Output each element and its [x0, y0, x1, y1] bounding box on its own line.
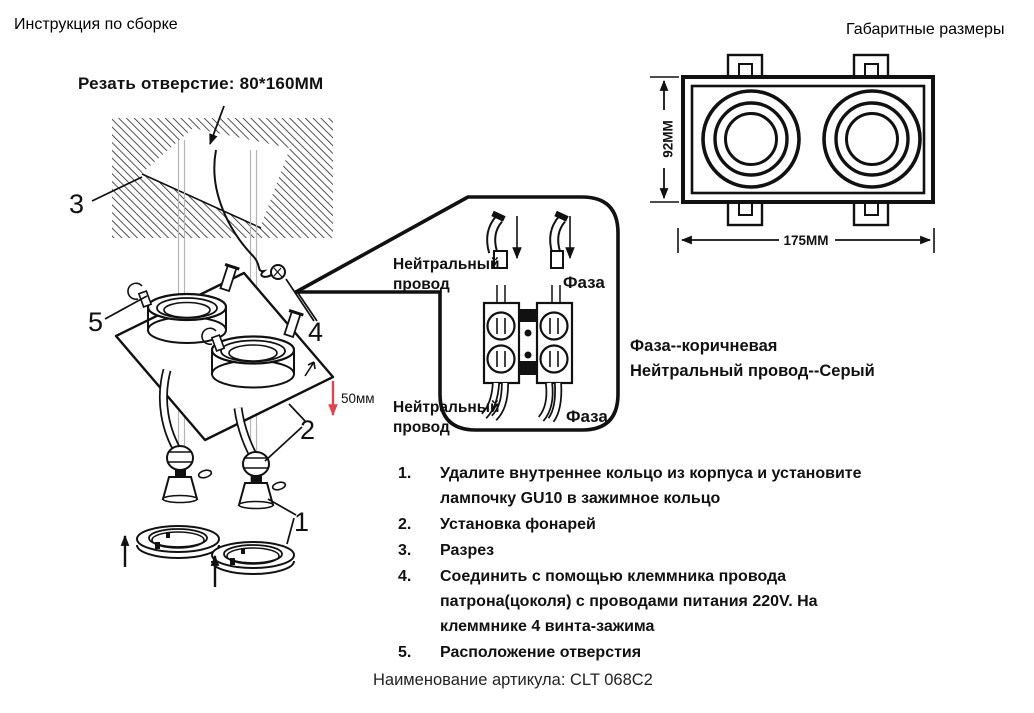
dimensions-title: Габаритные размеры — [846, 21, 1005, 38]
item-number: 4. — [398, 568, 412, 585]
instruction-item-1 — [398, 461, 903, 511]
instruction-item-3 — [398, 538, 903, 563]
callout-4: 4 — [308, 317, 324, 347]
trim-ring-left — [137, 526, 219, 558]
label-neutral-top-line1: Нейтральный — [393, 256, 500, 273]
item-text: Расположение отверстия — [440, 644, 642, 661]
label-neutral-bottom-line2: провод — [393, 419, 450, 436]
instruction-item-4 — [398, 564, 903, 639]
gu10-bulb-left — [163, 469, 212, 503]
legend-neutral: Нейтральный провод--Серый — [630, 362, 875, 380]
item-text: Установка фонарей — [440, 516, 596, 533]
item-number: 5. — [398, 644, 412, 661]
dimension-drawing-svg — [640, 45, 1034, 260]
item-number: 1. — [398, 465, 412, 482]
callout-3: 3 — [69, 189, 85, 219]
wiring-callout-svg — [290, 183, 640, 448]
instructions-list — [398, 461, 903, 666]
label-phase-top: Фаза — [563, 273, 605, 292]
item-number: 2. — [398, 516, 412, 533]
instruction-item-2 — [398, 512, 903, 537]
trim-ring-right — [212, 542, 294, 574]
width-dim-label: 175MM — [783, 233, 829, 248]
label-neutral-top-line2: провод — [393, 276, 450, 293]
callout-1: 1 — [294, 507, 310, 537]
footer-article: Наименование артикула: CLT 068C2 — [373, 671, 653, 689]
item-text: Разрез — [440, 542, 495, 559]
legend-phase: Фаза--коричневая — [630, 337, 778, 355]
label-neutral-bottom-line1: Нейтральный — [393, 399, 500, 416]
item-text: Удалите внутреннее кольцо из корпуса и установите лампочку GU10 в зажимное кольцо — [440, 465, 862, 507]
item-number: 3. — [398, 542, 412, 559]
item-text: Соединить с помощью клеммника провода патрона(цоколя) с проводами питания 220V. На клеммнике 4 винта-зажима — [440, 568, 818, 635]
page-title: Инструкция по сборке — [14, 16, 178, 33]
wire-connector — [271, 265, 285, 279]
label-phase-bottom: Фаза — [566, 407, 608, 426]
instruction-item-5 — [398, 640, 903, 665]
depth-label: 50мм — [341, 391, 375, 406]
width-dimension — [678, 228, 934, 253]
cut-hole-label: Резать отверстие: 80*160ММ — [78, 74, 324, 93]
height-dim-label: 92MM — [660, 120, 676, 158]
lamp-socket-right — [238, 408, 286, 509]
callout-2: 2 — [300, 415, 316, 445]
gu10-bulb-right — [239, 481, 286, 509]
height-dimension — [650, 77, 679, 202]
wiring-legend — [630, 334, 875, 384]
callout-5: 5 — [88, 307, 104, 337]
